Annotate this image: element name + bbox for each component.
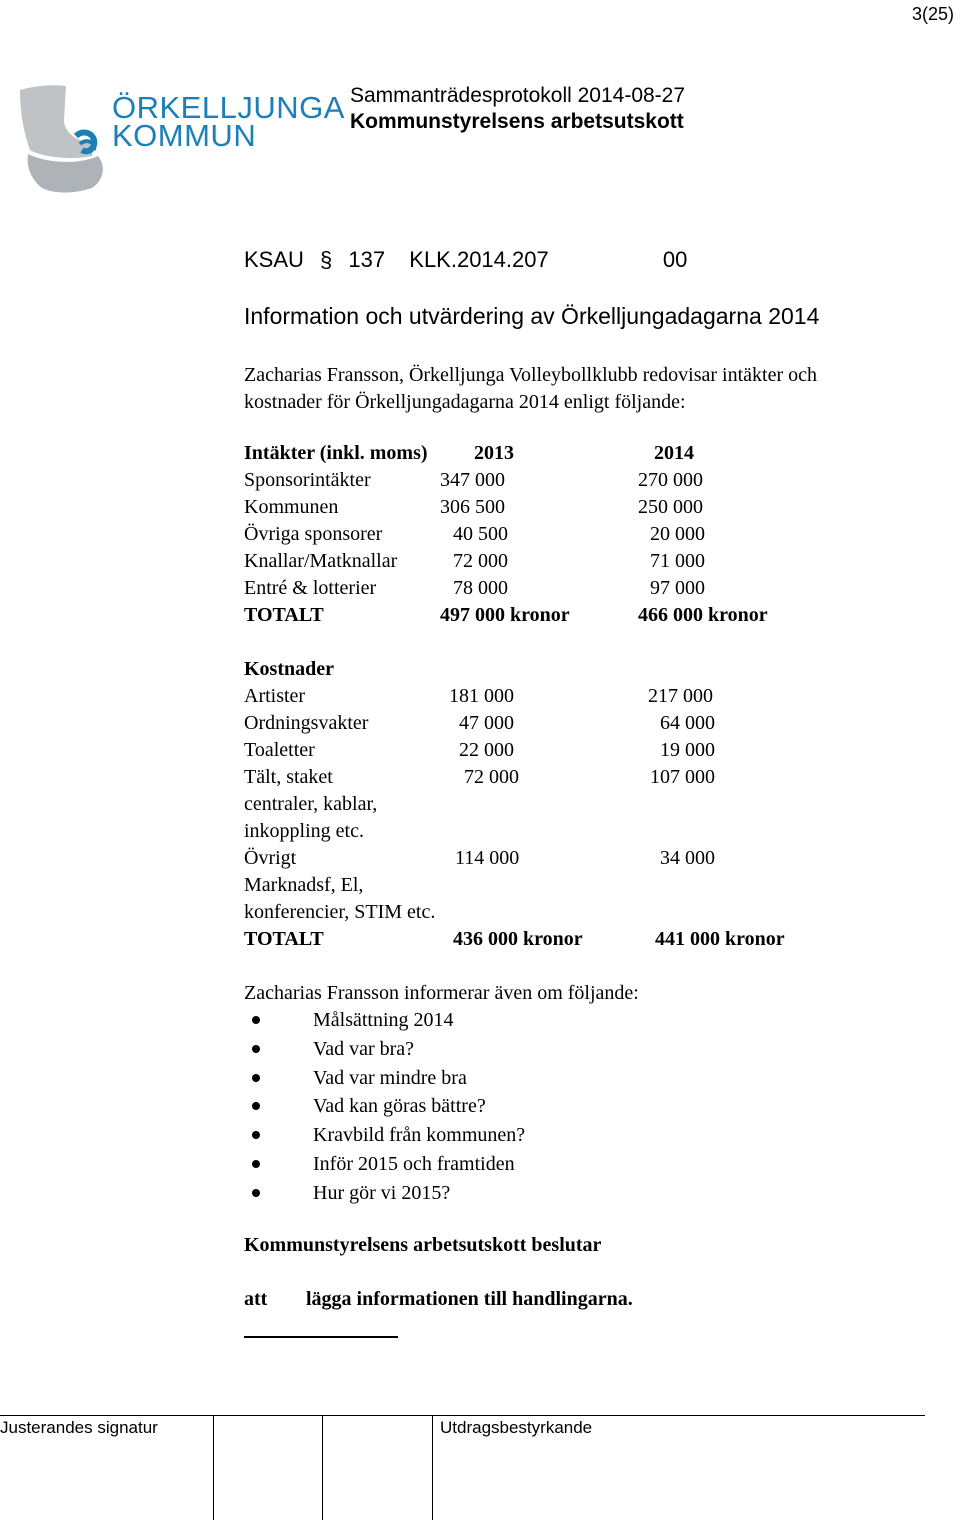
- list-item: [244, 1064, 525, 1093]
- page-number: 3(25): [911, 4, 954, 24]
- bullet-icon: [252, 1102, 260, 1110]
- row-label: centraler, kablar,: [244, 793, 378, 815]
- intro-line-2: kostnader för Örkelljungadagarna 2014 enligt följande:: [244, 391, 686, 413]
- row-label: konferencier, STIM etc.: [244, 901, 436, 923]
- total-2013: 497 000 kronor: [440, 604, 570, 626]
- value-2014: 107 000: [650, 766, 715, 788]
- committee-name: Kommunstyrelsens arbetsutskott: [350, 110, 684, 133]
- value-2014: 34 000: [660, 847, 715, 869]
- row-label: Ordningsvakter: [244, 712, 369, 734]
- value-2014: 20 000: [650, 523, 705, 545]
- list-item-text: Vad var mindre bra: [313, 1066, 467, 1089]
- row-label: Artister: [244, 685, 306, 707]
- case-prefix: KSAU: [244, 247, 304, 272]
- value-2014: 64 000: [660, 712, 715, 734]
- row-label: Knallar/Matknallar: [244, 550, 398, 572]
- value-2013: 78 000: [453, 577, 508, 599]
- list-item-text: Vad kan göras bättre?: [313, 1095, 486, 1118]
- costs-header-label: Kostnader: [244, 658, 334, 680]
- case-code: 00: [662, 247, 688, 272]
- signature-label: Justerandes signatur: [0, 1418, 158, 1437]
- list-item: [244, 1121, 525, 1150]
- list-item-text: Kravbild från kommunen?: [313, 1124, 526, 1147]
- income-header-2014: 2014: [654, 442, 694, 464]
- total-label: TOTALT: [244, 604, 324, 626]
- decision-heading: Kommunstyrelsens arbetsutskott beslutar: [244, 1234, 602, 1256]
- bullet-icon: [252, 1016, 260, 1024]
- info-bullet-list: [244, 1006, 525, 1208]
- value-2013: 72 000: [453, 550, 508, 572]
- bullet-icon: [252, 1074, 260, 1082]
- list-item: [244, 1179, 525, 1208]
- value-2014: 19 000: [660, 739, 715, 761]
- value-2013: 40 500: [453, 523, 508, 545]
- diary-number: KLK.2014.207: [409, 247, 549, 272]
- row-label: Sponsorintäkter: [244, 469, 371, 491]
- bullet-icon: [252, 1045, 260, 1053]
- list-item-text: Vad var bra?: [313, 1037, 415, 1060]
- bullet-icon: [252, 1160, 260, 1168]
- list-item-text: Målsättning 2014: [313, 1009, 454, 1031]
- list-item: [244, 1150, 525, 1179]
- case-reference: [244, 247, 687, 273]
- row-label: Marknadsf, El,: [244, 874, 364, 896]
- excerpt-label: Utdragsbestyrkande: [440, 1418, 593, 1437]
- case-number: 137: [348, 247, 386, 272]
- info-intro: Zacharias Fransson informerar även om följande:: [244, 982, 639, 1004]
- protocol-title: Sammanträdesprotokoll 2014-08-27: [350, 84, 686, 107]
- row-label: Kommunen: [244, 496, 339, 518]
- value-2014: 270 000: [638, 469, 703, 491]
- row-label: Tält, staket: [244, 766, 333, 788]
- list-item-text: Inför 2015 och framtiden: [313, 1152, 515, 1175]
- value-2013: 306 500: [440, 496, 505, 518]
- logo-text-line1: ÖRKELLJUNGA: [112, 90, 345, 125]
- value-2014: 97 000: [650, 577, 705, 599]
- value-2014: 71 000: [650, 550, 705, 572]
- bullet-icon: [252, 1131, 260, 1139]
- list-item: [244, 1092, 525, 1121]
- total-2014: 466 000 kronor: [638, 604, 768, 626]
- list-item-text: Hur gör vi 2015?: [313, 1181, 451, 1204]
- row-label: Entré & lotterier: [244, 577, 377, 599]
- decision-text: lägga informationen till handlingarna.: [306, 1288, 633, 1310]
- value-2014: 217 000: [648, 685, 713, 707]
- row-label: Toaletter: [244, 739, 315, 761]
- intro-line-1: Zacharias Fransson, Örkelljunga Volleybollklubb redovisar intäkter och: [244, 364, 818, 386]
- value-2013: 347 000: [440, 469, 505, 491]
- footer-divider: [0, 1415, 925, 1416]
- footer-column-divider: [213, 1415, 214, 1520]
- section-symbol: §: [320, 247, 333, 272]
- document-title: Information och utvärdering av Örkelljungadagarna 2014: [244, 303, 820, 329]
- end-divider: [244, 1336, 398, 1338]
- row-label: Övrigt: [244, 847, 297, 869]
- value-2013: 114 000: [455, 847, 520, 869]
- bell-emblem-icon: [14, 76, 114, 196]
- logo-text-line2: KOMMUN: [112, 118, 257, 153]
- income-header-2013: 2013: [474, 442, 514, 464]
- row-label: Övriga sponsorer: [244, 523, 383, 545]
- total-2014: 441 000 kronor: [655, 928, 785, 950]
- footer-column-divider: [432, 1415, 433, 1520]
- total-2013: 436 000 kronor: [453, 928, 583, 950]
- list-item: [244, 1035, 525, 1064]
- total-label: TOTALT: [244, 928, 324, 950]
- list-item: [244, 1006, 525, 1035]
- value-2013: 22 000: [459, 739, 514, 761]
- bullet-icon: [252, 1189, 260, 1197]
- row-label: inkoppling etc.: [244, 820, 364, 842]
- value-2013: 72 000: [464, 766, 519, 788]
- income-header-label: Intäkter (inkl. moms): [244, 442, 428, 464]
- decision-att: att: [244, 1288, 268, 1310]
- value-2013: 47 000: [459, 712, 514, 734]
- footer-column-divider: [322, 1415, 323, 1520]
- value-2014: 250 000: [638, 496, 703, 518]
- value-2013: 181 000: [449, 685, 514, 707]
